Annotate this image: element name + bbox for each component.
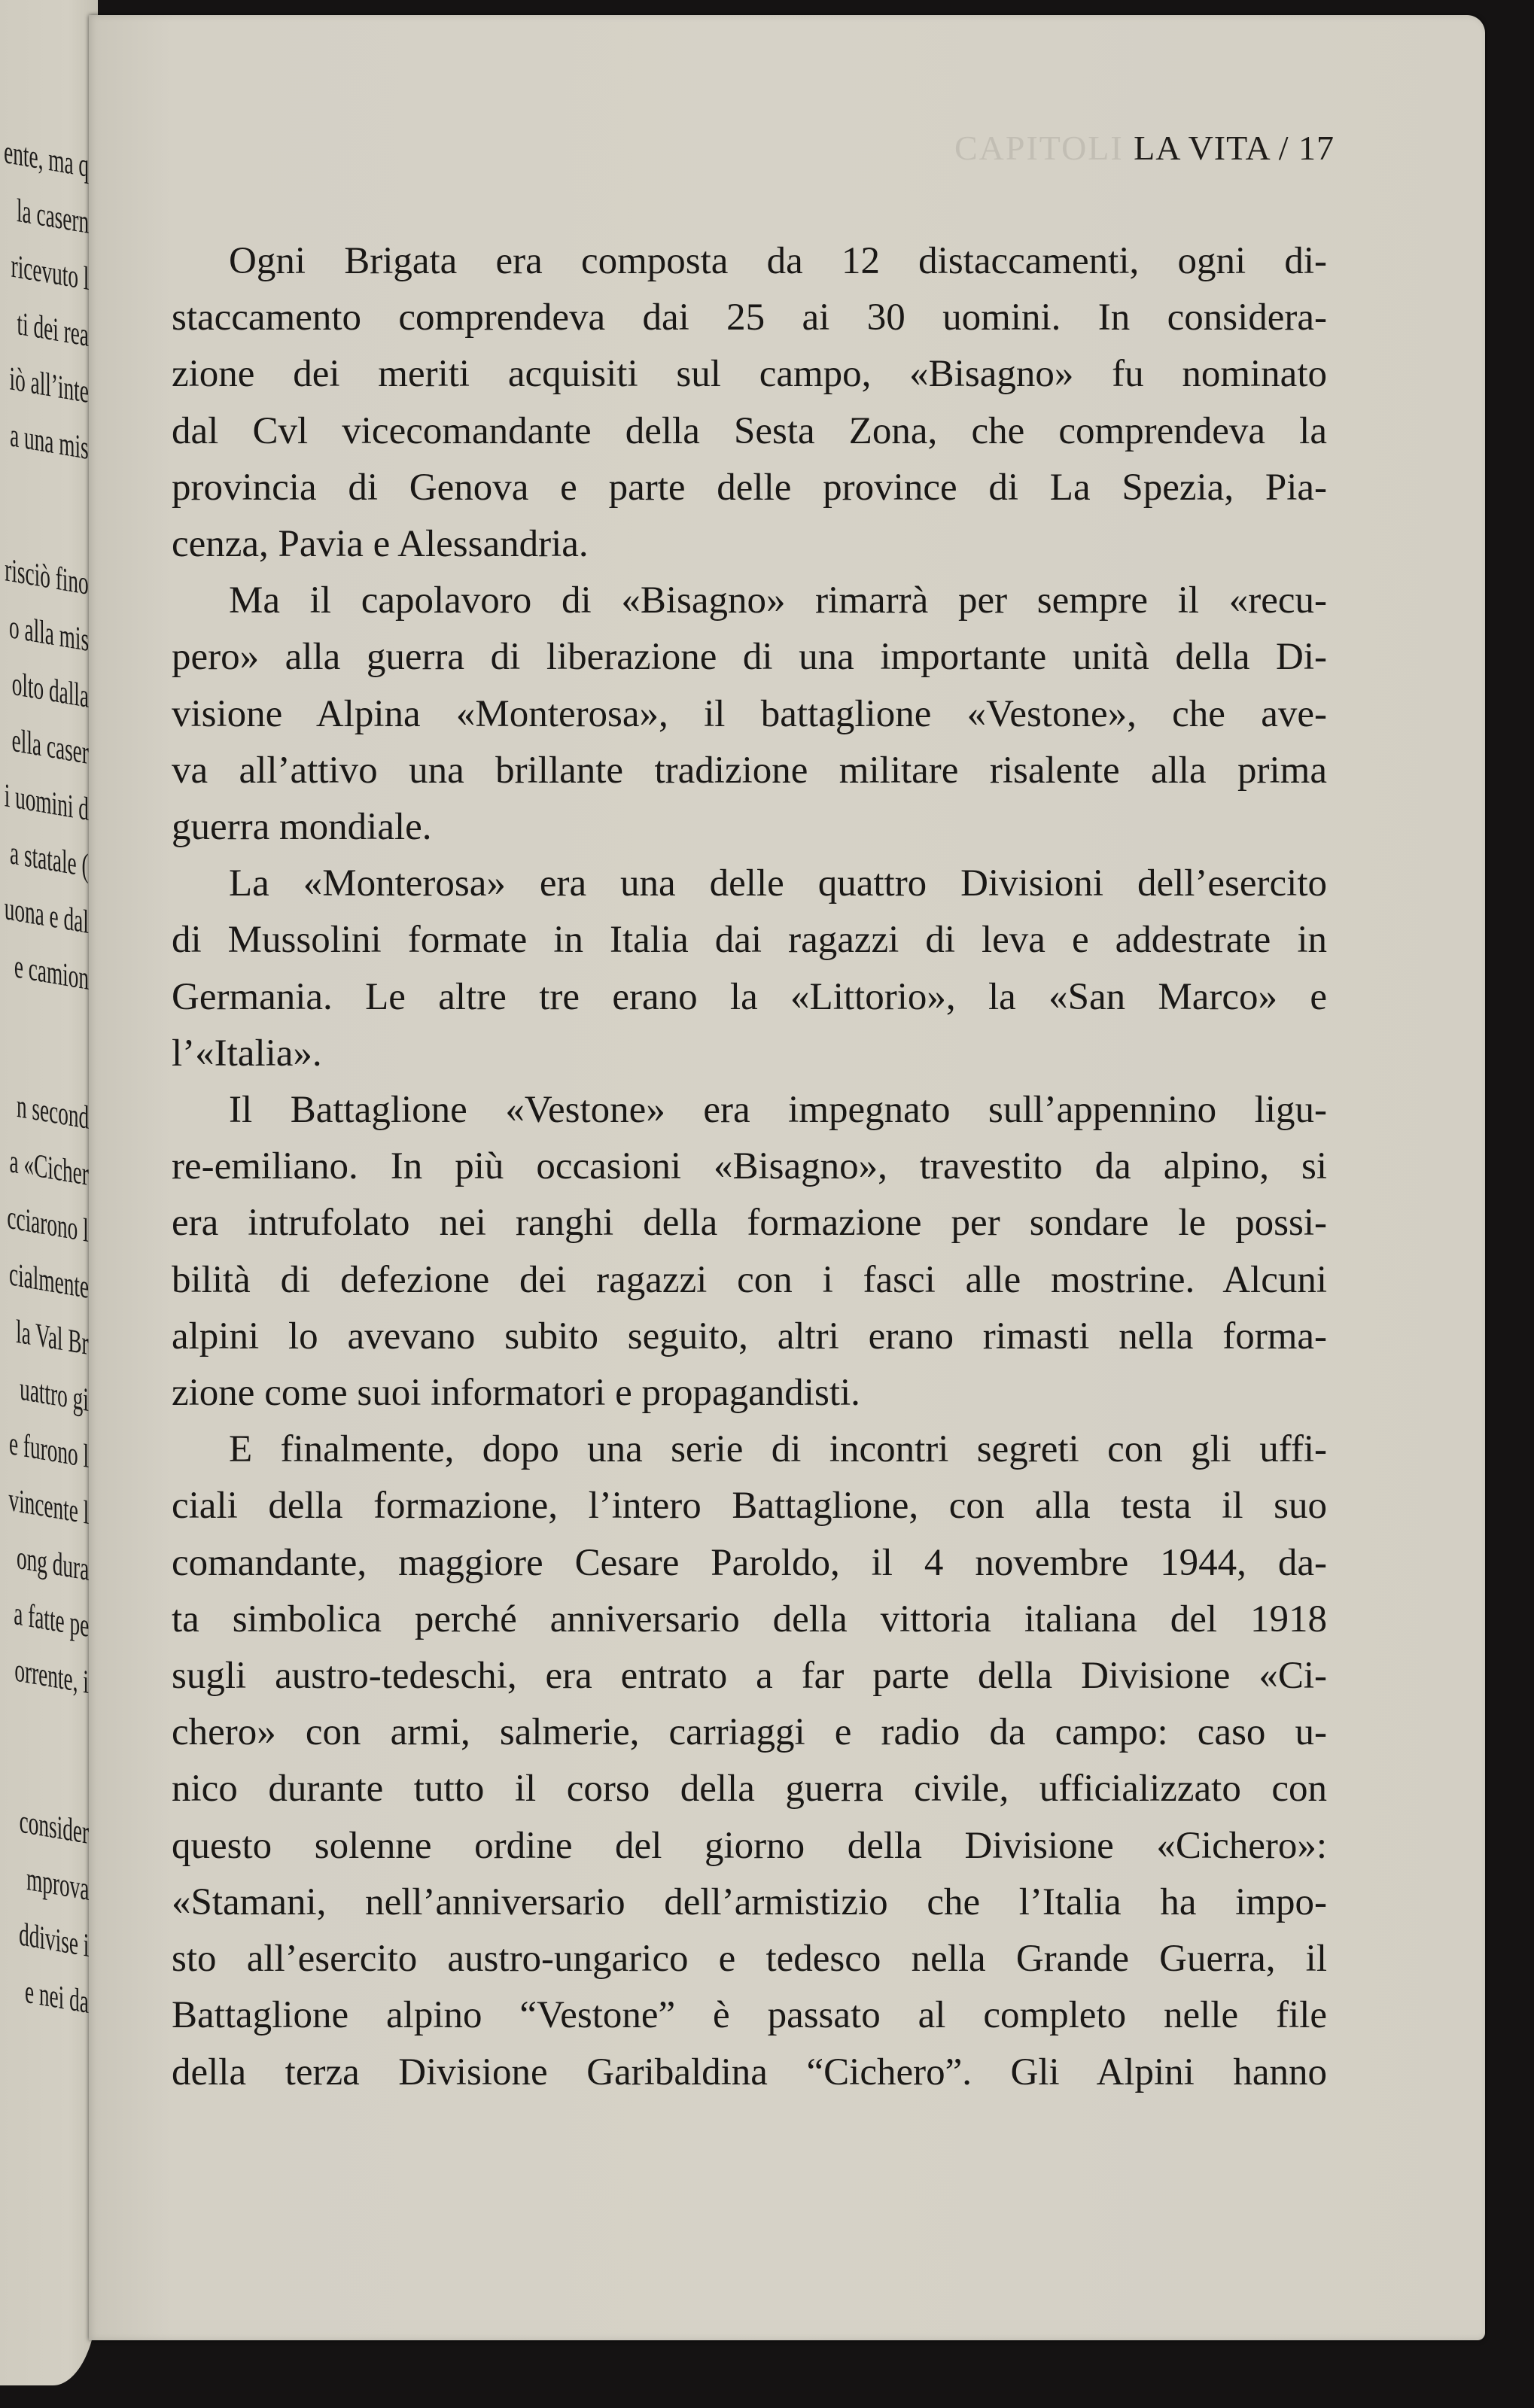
left-page-fragment: ti dei rea [17, 304, 90, 354]
text-line: Germania. Le altre tre erano la «Littorio», la «San Marco» e [172, 975, 1327, 1018]
left-page-fragment: orrente, i [14, 1651, 90, 1701]
text-line: Ma il capolavoro di «Bisagno» rimarrà per sempre il «recu- [229, 579, 1327, 622]
left-page-fragment: ddivise i [18, 1915, 89, 1964]
text-line: ciali della formazione, l’intero Battaglione, con alla testa il suo [172, 1485, 1327, 1528]
left-page-fragment: a statale ( [10, 834, 90, 884]
left-page-fragment: mprova [26, 1859, 90, 1908]
left-page-fragment: cialmente [8, 1255, 89, 1306]
show-through-text: CAPITOLI [954, 129, 1124, 167]
running-head: LA VITA / 17 [1134, 129, 1335, 167]
book-page [89, 15, 1485, 2340]
text-line: questo solenne ordine del giorno della Divisione «Cichero»: [172, 1824, 1327, 1867]
text-line: alpini lo avevano subito seguito, altri erano rimasti nella forma- [172, 1315, 1327, 1358]
left-page-fragment: e nei da [25, 1972, 89, 2020]
left-page-fragment: iò all’inte [9, 360, 89, 410]
left-page-fragment: olto dalla [11, 664, 89, 715]
paragraph [172, 1082, 1327, 1421]
text-line: La «Monterosa» era una delle quattro Divisioni dell’esercito [229, 862, 1327, 905]
text-line: della terza Divisione Garibaldina “Cichero”. Gli Alpini hanno [172, 2051, 1327, 2093]
left-page-fragment: ella caser [11, 721, 90, 771]
text-line: E finalmente, dopo una serie di incontri segreti con gli uffi- [229, 1428, 1327, 1471]
text-line: va all’attivo una brillante tradizione militare risalente alla prima [172, 749, 1327, 792]
text-line: era intrufolato nei ranghi della formazione per sondare le possi- [172, 1202, 1327, 1245]
text-line: dal Cvl vicecomandante della Sesta Zona, che comprendeva la [172, 409, 1327, 452]
left-page-fragment: e furono l [8, 1424, 90, 1475]
paragraph [172, 233, 1327, 573]
left-page-fragment: ricevuto l [11, 247, 89, 297]
text-line: l’«Italia». [172, 1032, 322, 1075]
left-page-fragment: uattro gi [20, 1370, 89, 1418]
text-line: nico durante tutto il corso della guerra civile, ufficializzato con [172, 1768, 1327, 1811]
paragraph [172, 573, 1327, 856]
left-page-fragment: e camion [14, 947, 90, 997]
left-page-edge [0, 0, 98, 2385]
text-line: Battaglione alpino “Vestone” è passato al completo nelle file [172, 1994, 1327, 2037]
left-page-fragment: ong dura [16, 1538, 89, 1588]
left-page-fragment: risciò fino [5, 551, 90, 602]
text-line: staccamento comprendeva dai 25 ai 30 uomini. In considera- [172, 296, 1327, 339]
text-line: zione come suoi informatori e propagandisti. [172, 1372, 860, 1415]
text-line: guerra mondiale. [172, 806, 432, 849]
text-line: «Stamani, nell’anniversario dell’armistizio che l’Italia ha impo- [172, 1880, 1327, 1923]
left-page-fragment: la Val Br [16, 1312, 90, 1362]
left-page-fragment: n second [16, 1087, 89, 1136]
left-page-fragment: uona e dal [4, 889, 90, 941]
text-line: bilità di defezione dei ragazzi con i fasci alle mostrine. Alcuni [172, 1258, 1327, 1301]
text-line: zione dei meriti acquisiti sul campo, «Bisagno» fu nominato [172, 353, 1327, 396]
left-page-fragment: a fatte pe [14, 1595, 90, 1644]
text-line: sugli austro-tedeschi, era entrato a far parte della Divisione «Ci- [172, 1655, 1327, 1698]
text-line: di Mussolini formate in Italia dai ragazzi di leva e addestrate in [172, 919, 1327, 962]
text-line: Ogni Brigata era composta da 12 distaccamenti, ogni di- [229, 240, 1327, 282]
text-line: chero» con armi, salmerie, carriaggi e radio da campo: caso u- [172, 1711, 1327, 1754]
text-line: pero» alla guerra di liberazione di una importante unità della Di- [172, 636, 1327, 679]
left-page-fragment: ente, ma q [4, 132, 90, 184]
left-page-fragment: cciarono l [7, 1198, 90, 1249]
text-line: comandante, maggiore Cesare Paroldo, il 4 novembre 1944, da- [172, 1541, 1327, 1584]
text-line: ta simbolica perché anniversario della vittoria italiana del 1918 [172, 1598, 1327, 1640]
paragraph [172, 1421, 1327, 2100]
left-page-fragment: a una mis [10, 416, 90, 467]
text-line: visione Alpina «Monterosa», il battaglione «Vestone», che ave- [172, 692, 1327, 735]
left-page-fragment: la casern [16, 191, 90, 241]
left-page-fragment: a «Cicher [9, 1142, 90, 1193]
text-line: Il Battaglione «Vestone» era impegnato sull’appennino ligu- [229, 1089, 1327, 1132]
text-line: re-emiliano. In più occasioni «Bisagno», travestito da alpino, si [172, 1145, 1327, 1188]
paragraph [172, 856, 1327, 1082]
text-line: provincia di Genova e parte delle province di La Spezia, Pia- [172, 466, 1327, 509]
body-text [172, 233, 1327, 2101]
left-page-fragment: i uomini d [4, 776, 89, 828]
left-page-fragment: consider [19, 1802, 89, 1851]
left-page-fragment: vincente l [8, 1480, 89, 1531]
left-page-fragment: o alla mis [8, 608, 89, 658]
text-line: cenza, Pavia e Alessandria. [172, 523, 589, 566]
text-line: sto all’esercito austro-ungarico e tedesco nella Grande Guerra, il [172, 1938, 1327, 1981]
